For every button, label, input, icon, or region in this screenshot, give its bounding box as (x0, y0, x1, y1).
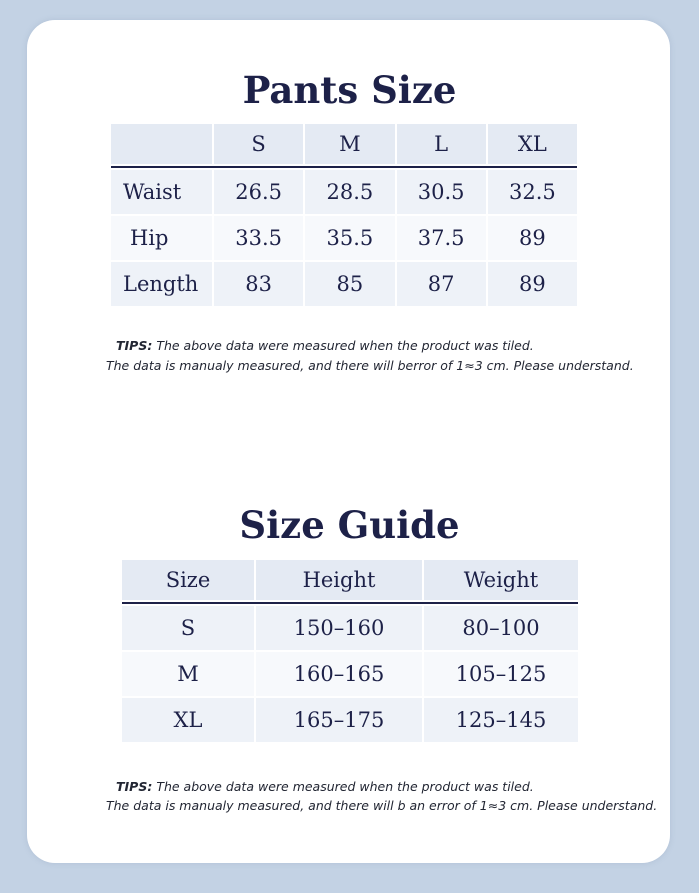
header-cell: M (305, 124, 394, 164)
table-header-row (122, 560, 578, 600)
table-row (111, 170, 577, 214)
table-cell: 125–145 (424, 698, 578, 742)
guide-tips-line-2: The data is manualy measured, and there will b an error of 1≈3 cm. Please understand. (106, 798, 658, 813)
size-guide-title: Size Guide (239, 503, 460, 547)
table-row (122, 698, 578, 742)
table-cell: XL (122, 698, 254, 742)
table-cell: 28.5 (305, 170, 394, 214)
pants-size-table (109, 122, 579, 308)
table-row (122, 606, 578, 650)
table-cell: 160–165 (256, 652, 422, 696)
header-cell: Size (122, 560, 254, 600)
table-cell: 89 (488, 262, 577, 306)
tips-label: TIPS: (116, 779, 153, 794)
row-label: Waist (111, 170, 212, 214)
table-cell: 89 (488, 216, 577, 260)
pants-tips-line-2: The data is manualy measured, and there will berror of 1≈3 cm. Please understand. (106, 358, 634, 373)
header-cell: S (214, 124, 303, 164)
tips-text: The above data were measured when the product was tiled. (152, 779, 534, 794)
header-cell: L (397, 124, 486, 164)
pants-tips-line-1 (116, 336, 534, 356)
header-cell: Height (256, 560, 422, 600)
table-cell: 87 (397, 262, 486, 306)
table-cell: 33.5 (214, 216, 303, 260)
header-divider-line (122, 602, 578, 604)
tips-text: The above data were measured when the product was tiled. (152, 338, 534, 353)
table-cell: 32.5 (488, 170, 577, 214)
table-cell: M (122, 652, 254, 696)
table-header-row (111, 124, 577, 164)
size-guide-table (120, 558, 580, 744)
table-cell: 26.5 (214, 170, 303, 214)
row-label: Length (111, 262, 212, 306)
header-divider-line (111, 166, 577, 168)
header-cell: Weight (424, 560, 578, 600)
header-divider (122, 602, 578, 604)
table-cell: 80–100 (424, 606, 578, 650)
table-row (122, 652, 578, 696)
table-row (111, 216, 577, 260)
table-cell: 105–125 (424, 652, 578, 696)
table-cell: S (122, 606, 254, 650)
header-cell: XL (488, 124, 577, 164)
table-cell: 165–175 (256, 698, 422, 742)
table-cell: 83 (214, 262, 303, 306)
guide-tips-line-1 (116, 777, 534, 797)
table-row (111, 262, 577, 306)
row-label: Hip (111, 216, 212, 260)
table-cell: 35.5 (305, 216, 394, 260)
pants-size-title: Pants Size (242, 68, 457, 112)
tips-label: TIPS: (116, 338, 153, 353)
header-divider (111, 166, 577, 168)
table-cell: 85 (305, 262, 394, 306)
table-cell: 37.5 (397, 216, 486, 260)
table-cell: 30.5 (397, 170, 486, 214)
table-cell: 150–160 (256, 606, 422, 650)
header-cell (111, 124, 212, 164)
